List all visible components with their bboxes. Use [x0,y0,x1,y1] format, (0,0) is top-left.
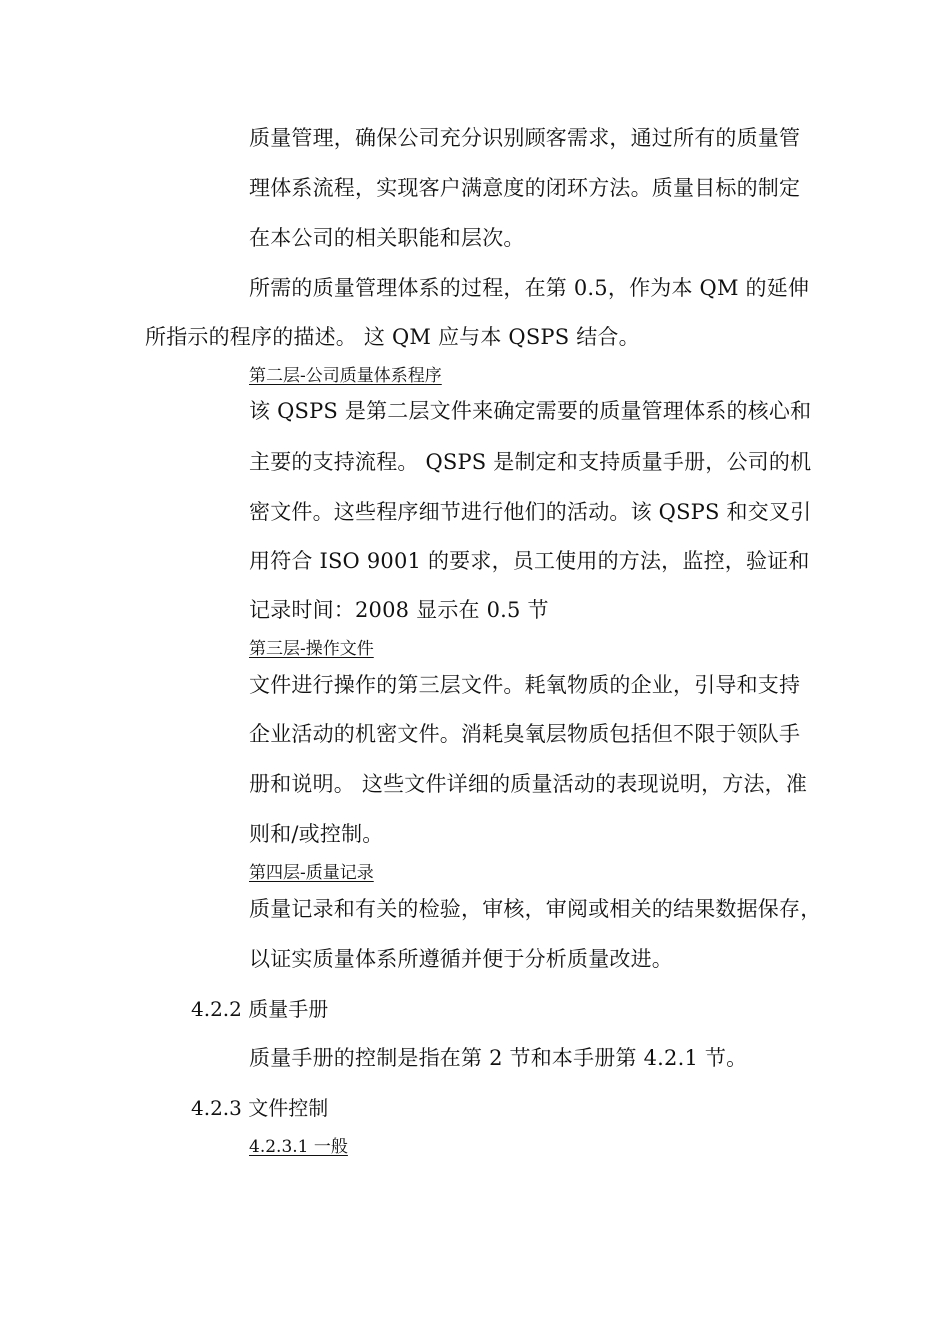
section-title-4-2-2: 4.2.2 质量手册 [191,997,329,1021]
text-line: 主要的支持流程。 QSPS 是制定和支持质量手册，公司的机 [249,450,812,474]
text-line: 该 QSPS 是第二层文件来确定需要的质量管理体系的核心和 [249,399,812,423]
text-line: 理体系流程，实现客户满意度的闭环方法。质量目标的制定 [249,176,801,200]
section-title-4-2-3: 4.2.3 文件控制 [191,1096,329,1120]
text-line: 则和/或控制。 [249,822,384,846]
heading-level-4: 第四层-质量记录 [249,863,374,883]
text-line: 企业活动的机密文件。消耗臭氧层物质包括但不限于领队手 [249,722,801,746]
text-line: 所需的质量管理体系的过程，在第 0.5，作为本 QM 的延伸 [249,276,810,300]
text-line: 记录时间：2008 显示在 0.5 节 [249,598,549,622]
text-line: 以证实质量体系所遵循并便于分析质量改进。 [249,947,673,971]
text-line: 质量记录和有关的检验，审核，审阅或相关的结果数据保存， [249,897,822,921]
heading-level-3: 第三层-操作文件 [249,639,374,659]
subheading-4-2-3-1: 4.2.3.1 一般 [249,1137,348,1157]
text-line: 质量管理，确保公司充分识别顾客需求，通过所有的质量管 [249,126,801,150]
heading-level-2: 第二层-公司质量体系程序 [249,366,442,386]
text-line: 文件进行操作的第三层文件。耗氧物质的企业，引导和支持 [249,673,801,697]
text-line: 在本公司的相关职能和层次。 [249,226,525,250]
text-line: 册和说明。 这些文件详细的质量活动的表现说明，方法，准 [249,772,808,796]
text-line: 用符合 ISO 9001 的要求，员工使用的方法，监控，验证和 [249,549,810,573]
section-4-2-2-text: 质量手册的控制是指在第 2 节和本手册第 4.2.1 节。 [249,1046,748,1070]
text-line: 密文件。这些程序细节进行他们的活动。该 QSPS 和交叉引 [249,500,812,524]
text-line: 所指示的程序的描述。 这 QM 应与本 QSPS 结合。 [145,325,640,349]
